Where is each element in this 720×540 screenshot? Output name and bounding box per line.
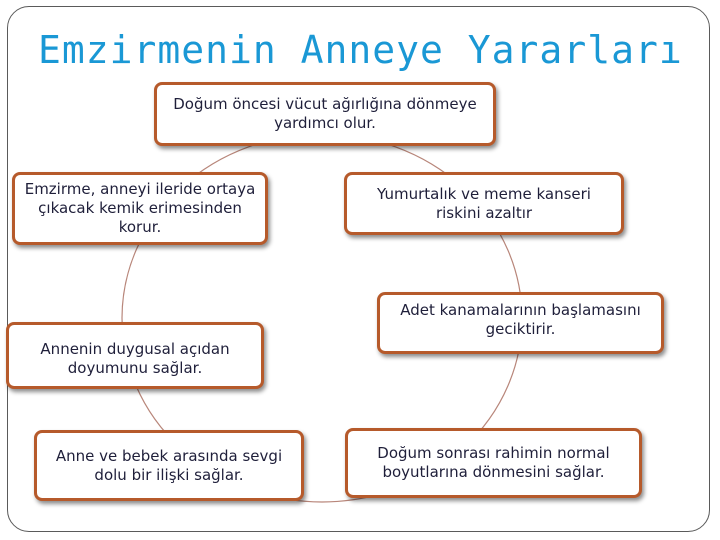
benefit-box-cancer (344, 172, 624, 235)
benefit-text-uterus: Doğum sonrası rahimin normal boyutlarına dönmesini sağlar. (377, 444, 610, 481)
benefit-box-emotional (6, 322, 264, 389)
benefit-text-bonding: Anne ve bebek arasında sevgi dolu bir ilişki sağlar. (55, 446, 283, 484)
benefit-box-uterus (345, 428, 642, 498)
benefit-box-menstruation (377, 292, 664, 354)
benefit-box-bonding (34, 430, 304, 501)
benefit-text-emotional: Annenin duygusal açıdan doyumunu sağlar. (40, 340, 230, 377)
page-title: Emzirmenin Anneye Yararları (38, 28, 683, 72)
benefit-text-weight: Doğum öncesi vücut ağırlığına dönmeye yardımcı olur. (173, 95, 477, 132)
benefit-box-osteoporosis (12, 172, 268, 245)
benefit-text-osteoporosis: Emzirme, anneyi ileride ortaya çıkacak kemik erimesinden korur. (24, 180, 256, 236)
benefit-text-menstruation: Adet kanamalarının başlamasını geciktirir. (400, 301, 641, 338)
benefit-text-cancer: Yumurtalık ve meme kanseri riskini azaltır (377, 184, 591, 222)
benefit-box-weight (154, 82, 496, 146)
